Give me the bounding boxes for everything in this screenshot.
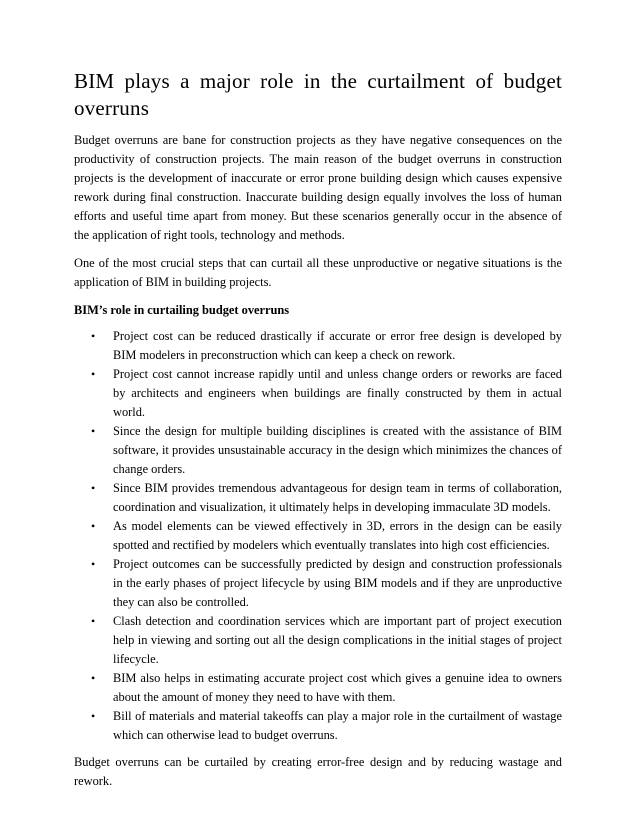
bullet-icon: • (91, 367, 96, 381)
bullet-icon: • (91, 614, 96, 628)
list-item (74, 555, 562, 612)
list-item-text: As model elements can be viewed effectively in 3D, errors in the design can be easily spotted and rectified by modelers which eventually translates into high cost efficiencies. (113, 519, 562, 552)
list-item-text: Project cost can be reduced drastically if accurate or error free design is developed by BIM modelers in preconstruction which can keep a check on rework. (113, 329, 562, 362)
list-item-text: Bill of materials and material takeoffs can play a major role in the curtailment of wastage which can otherwise lead to budget overruns. (113, 709, 562, 742)
list-item (74, 517, 562, 555)
list-item-text: BIM also helps in estimating accurate project cost which gives a genuine idea to owners about the amount of money they need to have with them. (113, 671, 562, 704)
document-title: BIM plays a major role in the curtailment of budget overruns (74, 69, 562, 120)
bullet-icon: • (91, 481, 96, 495)
conclusion-paragraph: Budget overruns can be curtailed by creating error-free design and by reducing wastage and rework. (74, 755, 562, 788)
bullet-icon: • (91, 709, 96, 723)
bullet-list (74, 327, 562, 745)
list-item (74, 669, 562, 707)
bullet-icon: • (91, 329, 96, 343)
bullet-icon: • (91, 424, 96, 438)
bullet-icon: • (91, 519, 96, 533)
document-page (74, 68, 562, 800)
list-item (74, 479, 562, 517)
list-item (74, 327, 562, 365)
list-item (74, 612, 562, 669)
bullet-icon: • (91, 557, 96, 571)
bullet-icon: • (91, 671, 96, 685)
list-item-text: Project cost cannot increase rapidly until and unless change orders or reworks are faced by architects and engineers when buildings are finally constructed by them in actual world. (113, 367, 562, 419)
list-item-text: Since BIM provides tremendous advantageous for design team in terms of collaboration, coordination and visualization, it ultimately helps in developing immaculate 3D models. (113, 481, 562, 514)
list-item (74, 365, 562, 422)
bim-steps-paragraph: One of the most crucial steps that can curtail all these unproductive or negative situations is the application of BIM in building projects. (74, 256, 562, 289)
list-item-text: Project outcomes can be successfully predicted by design and construction professionals in the early phases of project lifecycle by using BIM models and if they are unproductive they can also be controlled. (113, 557, 562, 609)
list-item-text: Since the design for multiple building disciplines is created with the assistance of BIM software, it provides unsustainable accuracy in the design which minimizes the chances of change orders. (113, 424, 562, 476)
list-item (74, 422, 562, 479)
list-item-text: Clash detection and coordination services which are important part of project execution help in viewing and sorting out all the design complications in the initial stages of project lifecycle. (113, 614, 562, 666)
list-item (74, 707, 562, 745)
section-heading: BIM’s role in curtailing budget overruns (74, 303, 290, 317)
intro-paragraph: Budget overruns are bane for construction projects as they have negative consequences on the productivity of construction projects. The main reason of the budget overruns in construction projects is the development of inaccurate or error prone building design which causes expensive rework during final construction. Inaccurate building design equally involves the loss of human efforts and useful time apart from money. But these scenarios generally occur in the absence of the application of right tools, technology and methods. (74, 133, 562, 242)
